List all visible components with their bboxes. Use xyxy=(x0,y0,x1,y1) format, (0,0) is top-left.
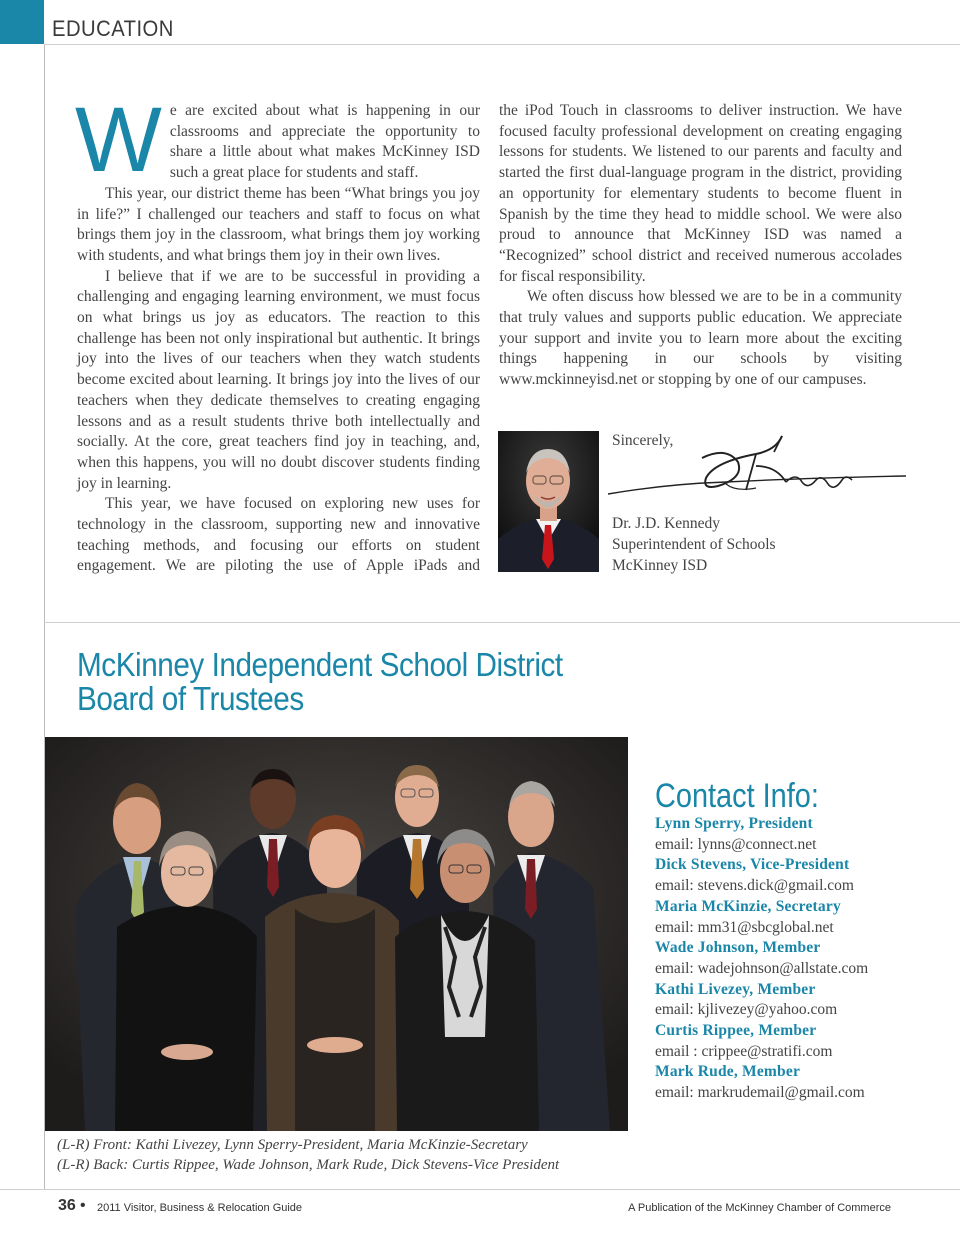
signer-title: Superintendent of Schools xyxy=(612,536,776,553)
contact-entry xyxy=(655,1062,955,1103)
contact-email[interactable]: email: lynns@connect.net xyxy=(655,835,817,853)
contact-name: Wade Johnson, Member xyxy=(655,939,821,957)
photo-caption-back: (L-R) Back: Curtis Rippee, Wade Johnson, Mark Rude, Dick Stevens-Vice President xyxy=(57,1157,560,1173)
drop-cap: W xyxy=(75,89,162,191)
footer-guide-title: 2011 Visitor, Business & Relocation Guide xyxy=(97,1202,303,1214)
contact-email[interactable]: email: mm31@sbcglobal.net xyxy=(655,918,834,936)
contact-name: Curtis Rippee, Member xyxy=(655,1022,817,1040)
contact-email[interactable]: email: stevens.dick@gmail.com xyxy=(655,877,854,895)
board-title: McKinney Independent School District Board of Trustees xyxy=(77,646,563,717)
contact-entry xyxy=(655,1021,955,1062)
contact-email[interactable]: email : crippee@stratifi.com xyxy=(655,1042,833,1060)
letter-column-right xyxy=(499,101,902,391)
contact-title: Contact Info: xyxy=(655,777,819,815)
handwritten-signature xyxy=(606,432,908,502)
letter-closing: Sincerely, xyxy=(612,432,674,449)
letter-column-left xyxy=(75,89,480,577)
letter-paragraph-3: I believe that if we are to be successful in providing a challenging and engaging learning environment, we must focus on what brings us joy as educators. The reaction to this challenge has been not only inspirational but authentic. It brings joy into the lives of our teachers when they watch students become excited about learning. It brings joy into the lives of our teachers when they dedicate themselves to creating engaging lessons and as a result students thrive both intellectually and socially. At the core, great teachers find joy in teaching, and, when this happens, you will no doubt discover students finding joy in learning. xyxy=(77,267,480,492)
contact-name: Maria McKinzie, Secretary xyxy=(655,897,841,915)
superintendent-photo xyxy=(498,431,599,572)
letter-paragraph-2: This year, our district theme has been “What brings you joy in life?” I challenged our teachers and staff to focus on what brings them joy in the classroom, what brings them joy working with students, and what brings them joy in their own lives. xyxy=(77,184,480,264)
letter-paragraph-5: We often discuss how blessed we are to be in a community that truly values and supports public education. We appreciate your support and invite you to learn more about the exciting things happening in our schools by visiting www.mckinneyisd.net or stopping by one of our campuses. xyxy=(499,288,902,389)
contact-entry xyxy=(655,980,955,1021)
contact-email[interactable]: email: wadejohnson@allstate.com xyxy=(655,959,869,977)
photo-caption-front: (L-R) Front: Kathi Livezey, Lynn Sperry-President, Maria McKinzie-Secretary xyxy=(57,1137,528,1153)
section-color-block xyxy=(0,0,44,44)
page-number: 36 xyxy=(58,1197,76,1214)
board-group-photo xyxy=(45,737,628,1131)
letter-paragraph-1: We are excited about what is happening in our classrooms and appreciate the opportunity to share a little about what makes McKinney ISD such a great place for students and staff. xyxy=(75,89,480,191)
footer-bullet: • xyxy=(80,1197,86,1214)
signer-organization: McKinney ISD xyxy=(612,557,708,574)
contact-entry xyxy=(655,897,955,938)
contact-entry xyxy=(655,814,955,855)
contact-name: Lynn Sperry, President xyxy=(655,815,813,832)
contact-email[interactable]: email: markrudemail@gmail.com xyxy=(655,1084,865,1102)
top-rule xyxy=(44,44,960,45)
contact-name: Dick Stevens, Vice-President xyxy=(655,856,850,874)
signer-name: Dr. J.D. Kennedy xyxy=(612,515,721,532)
footer-publication: A Publication of the McKinney Chamber of Commerce xyxy=(628,1202,891,1214)
contact-name: Mark Rude, Member xyxy=(655,1063,801,1081)
contact-entry xyxy=(655,938,955,979)
section-divider xyxy=(44,622,960,623)
letter-paragraph-4a: This year, we have focused on exploring new uses for technology in the classroom, supporting new and innovative teaching methods, and focusing our efforts on student engagement. We are piloting the use of Apple iPads and xyxy=(77,495,480,575)
section-label: EDUCATION xyxy=(52,16,174,41)
contact-entry xyxy=(655,855,955,896)
contact-list xyxy=(655,814,955,1104)
contact-email[interactable]: email: kjlivezey@yahoo.com xyxy=(655,1001,838,1019)
contact-name: Kathi Livezey, Member xyxy=(655,980,816,998)
letter-paragraph-4b: the iPod Touch in classrooms to deliver instruction. We have focused faculty professional development on creating engaging lessons for students. We listened to our parents and faculty and started the first dual-language program in the district, providing an opportunity for elementary students to become fluent in Spanish by the time they head to middle school. We were also proud to announce that McKinney ISD was named a “Recognized” school district and received numerous accolades for fiscal responsibility. xyxy=(499,102,902,285)
footer-rule xyxy=(0,1189,960,1190)
